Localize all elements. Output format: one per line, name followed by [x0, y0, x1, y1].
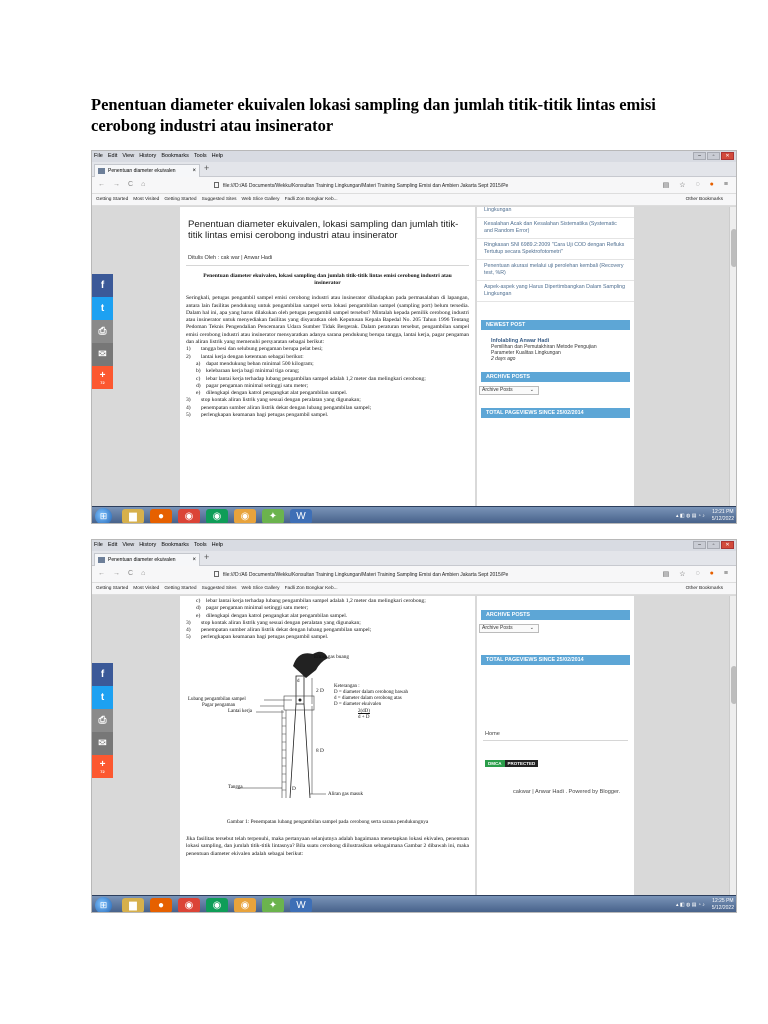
label-pagar: Pagar pengaman — [202, 702, 236, 708]
bookmark-item[interactable]: Web Slice Gallery — [241, 197, 280, 202]
new-tab-icon[interactable]: + — [204, 163, 210, 173]
vertical-scrollbar[interactable] — [729, 207, 737, 506]
sublist-item: d) pagar pengaman minimal setinggi satu meter; — [196, 605, 309, 612]
sidebar-link[interactable]: Penentuan akurasi melalui uji perolehan kembali (Recovery test, %R) — [477, 260, 634, 281]
label-d: d — [297, 678, 300, 684]
other-bookmarks[interactable]: Other Bookmarks — [685, 586, 723, 591]
window-controls — [693, 152, 734, 160]
sidebar — [477, 596, 634, 895]
label-2ds: 2 D — [316, 687, 324, 694]
back-icon[interactable]: ← — [98, 570, 105, 577]
chimney-figure — [188, 648, 467, 813]
sidebar-link[interactable]: Ringkasan SNI 6989.2:2009 "Cara Uji COD dengan Refluks Tertutup secara Spektrofotometri" — [477, 239, 634, 260]
pageviews-heading: TOTAL PAGEVIEWS SINCE 25/02/2014 — [481, 408, 630, 418]
tab-bar — [92, 551, 736, 566]
tray-icons[interactable]: ▴ ◧ ◍ ▤ ◔ ♪ — [675, 901, 705, 908]
word-icon[interactable]: W — [290, 898, 312, 913]
list-item: 5) perlengkapan keamanan bagi petugas pengambil sampel. — [186, 634, 329, 641]
page-icon — [214, 182, 219, 188]
list-item: 2) lantai kerja dengan ketentuan sebagai berikut: — [186, 353, 304, 360]
list-item: 3) stop kontak aliran listrik yang sesuai dengan peralatan yang digunakan; — [186, 619, 361, 626]
tab-title: Penentuan diameter ekuivalen — [108, 557, 176, 563]
menu-view[interactable]: View — [122, 153, 135, 159]
share-count: 72 — [100, 379, 105, 385]
sidebar-link[interactable]: Aspek-aspek yang Harus Dipertimbangkan Dalam Sampling Lingkungan — [477, 281, 634, 302]
url-text: file:///D:/A6 Documents/Wekku/Konsultan Training Lingkungan/Materi Training Sampling Emisi dan Ambien Jakarta Sept 2015/Pe — [223, 183, 509, 189]
page-favicon-icon — [98, 557, 105, 563]
share-bar — [92, 663, 113, 778]
bookmarks-bar — [92, 583, 736, 595]
tab-title: Penentuan diameter ekuivalen — [108, 168, 176, 174]
app-icon[interactable]: ✦ — [262, 509, 284, 524]
email-share-icon[interactable]: ✉ — [92, 343, 113, 366]
pocket-icon[interactable]: ◌ — [695, 570, 700, 577]
taskbar — [92, 895, 737, 913]
bookmark-item[interactable]: Suggested Sites — [201, 586, 237, 591]
clock[interactable]: 12:21 PM 5/12/2022 — [711, 509, 734, 522]
bookmark-item[interactable]: Most Visited — [133, 197, 160, 202]
chrome-icon[interactable]: ◉ — [178, 898, 200, 913]
bookmark-item[interactable]: Web Slice Gallery — [241, 586, 280, 591]
menu-file[interactable]: File — [94, 542, 103, 548]
dmca-badge[interactable]: DMCA PROTECTED — [485, 760, 626, 767]
url-text: file:///D:/A6 Documents/Wekku/Konsultan Training Lingkungan/Materi Training Sampling Emisi dan Ambien Jakarta Sept 2015/Pe — [223, 572, 509, 578]
work-platform — [284, 696, 314, 710]
archive-select[interactable]: Archive Posts ⌄ — [479, 386, 539, 395]
newest-post-title[interactable]: Infolabling Anwar Hadi — [491, 338, 550, 344]
chevron-down-icon: ⌄ — [529, 625, 534, 631]
email-share-icon[interactable]: ✉ — [92, 732, 113, 755]
label-tangga: Tangga — [228, 784, 243, 790]
divider — [186, 265, 469, 266]
maximize-icon[interactable]: ▫ — [707, 152, 720, 160]
menu-help[interactable]: Help — [211, 542, 223, 548]
label-aliran: Aliran gas masuk — [328, 791, 363, 797]
newest-post-date: 2 days ago — [491, 356, 516, 362]
scrollbar-thumb[interactable] — [731, 666, 737, 704]
bookmark-item[interactable]: Suggested Sites — [201, 197, 237, 202]
menu-bookmarks[interactable]: Bookmarks — [161, 153, 189, 159]
label-lantai: Lantai kerja — [228, 708, 253, 714]
firefox-icon[interactable]: ● — [150, 898, 172, 913]
sublist-item: a) dapat mendukung beban minimal 500 kilogram; — [196, 360, 314, 367]
start-icon[interactable]: ⊞ — [95, 508, 112, 524]
newest-post-heading: NEWEST POST — [481, 320, 630, 330]
chrome-icon[interactable]: ◉ — [178, 509, 200, 524]
newest-post[interactable] — [477, 334, 634, 366]
sidebar-link[interactable]: Kesalahan Acak dan Kesalahan Sistematika (Systematic and Random Error) — [477, 218, 634, 239]
bookmark-item[interactable]: Getting Started — [164, 586, 197, 591]
more-share-icon[interactable]: + 72 — [92, 755, 113, 778]
back-icon[interactable]: ← — [98, 181, 105, 188]
article-paragraph: Seringkali, petugas pengambil sampel emisi cerobong industri atau insinerator dihadapkan pada permasalahan di lapangan, antara lain fasilitas pendukung untuk pengambilan sampel serta lokasi pengambilan sampel (sampling port) belum tersedia. Dalam hal ini, apa yang harus dilakukan oleh petugas pengambil sampel tersebut? Mintalah kepada pemilik cerobong industri atau insinerator untuk menyediakan fasilitas yang disyaratkan oleh Keputusan Kepala Bapedal No. 205 Tahun 1996 Tentang Pedoman Teknis Pengendalian Pencemaran Udara Sumber Tidak Bergerak. Dalam peraturan tersebut, pengambilan sampel emisi cerobong industri atau insinerator mensyaratkan adanya sarana pendukung berupa tangga, lantai kerja, pagar pengaman dan aliran listrik yang memenuhi persyaratan sebagai berikut: — [186, 295, 469, 346]
star-icon[interactable]: ☆ — [679, 571, 686, 578]
chrome-active-icon[interactable]: ◉ — [234, 898, 256, 913]
taskbar — [92, 506, 737, 524]
reload-icon[interactable]: C — [128, 181, 134, 188]
system-tray — [676, 898, 734, 911]
menu-view[interactable]: View — [122, 542, 135, 548]
facebook-share-icon[interactable]: f — [92, 663, 113, 686]
sublist-item: b) kelebaraan kerja bagi minimal tiga orang; — [196, 368, 300, 375]
tray-icons[interactable]: ▴ ◧ ◍ ▤ ◔ ♪ — [675, 512, 705, 519]
word-icon[interactable]: W — [290, 509, 312, 524]
maximize-icon[interactable]: ▫ — [707, 541, 720, 549]
label-lubang: Lubang pengambilan sampel — [188, 696, 246, 702]
article-paragraph: Jika fasilitas tersebut telah terpenuhi, maka pertanyaan selanjutnya adalah bagaimana menetapkan lokasi ekivalen, penentuan lokasi sampling, dan jumlah titik-titik lintasnya? Bila suatu cerobong diilustrasikan sebagaimana Gambar 2 dibawah ini, maka penentuan diameter ekivalen adalah sebagai berikut: — [186, 836, 469, 857]
nav-bar — [92, 177, 736, 194]
label-emisi: Emisi gas buang — [314, 653, 350, 660]
list-item: 3) stop kontak aliran listrik yang sesuai dengan peralatan yang digunakan; — [186, 397, 361, 404]
bookmarks-bar — [92, 194, 736, 206]
chrome-icon[interactable]: ◉ — [206, 509, 228, 524]
article-byline: Ditulis Oleh : cak war | Anwar Hadi — [188, 255, 273, 261]
sidebar-link[interactable]: Lingkungan — [477, 207, 634, 218]
tab-close-icon[interactable]: × — [192, 557, 196, 563]
forward-icon[interactable]: → — [113, 181, 120, 188]
sublist-item: d) pagar pengaman minimal setinggi satu meter; — [196, 382, 309, 389]
menu-edit[interactable]: Edit — [107, 153, 118, 159]
page-icon — [214, 571, 219, 577]
start-icon[interactable]: ⊞ — [95, 897, 112, 913]
tab-close-icon[interactable]: × — [192, 168, 196, 174]
article-heading: Penentuan diameter ekuivalen, lokasi sampling dan jumlah titik-titik lintas emisi cerobong industri atau insinerator — [203, 273, 452, 287]
browser-tab[interactable] — [94, 164, 200, 177]
star-icon[interactable]: ☆ — [679, 182, 686, 189]
vertical-scrollbar[interactable] — [729, 596, 737, 895]
sidebar — [477, 207, 634, 506]
app-icon[interactable]: ✦ — [262, 898, 284, 913]
bookmark-item[interactable]: Fadli Zon Bongkar Keb... — [284, 197, 338, 202]
reload-icon[interactable]: C — [128, 570, 134, 577]
share-count: 72 — [100, 768, 105, 774]
chrome-icon[interactable]: ◉ — [206, 898, 228, 913]
menu-tools[interactable]: Tools — [193, 542, 207, 548]
sublist-item: e) dilengkapi dengan katrol pengangkat alat pengambilan sampel. — [196, 390, 348, 397]
newest-post-desc: Pemilihan dan Pemutakhiran Metode Pengujian Parameter Kualitas Lingkungan — [491, 344, 597, 356]
hamburger-menu-icon[interactable]: ≡ — [723, 570, 728, 577]
sublist-item: c) lebar lantai kerja terhadap lubang pengambilan sampel adalah 1,2 meter dan melingkari cerobong; — [196, 598, 426, 604]
bookmark-item[interactable]: Getting Started — [96, 197, 129, 202]
twitter-share-icon[interactable]: t — [92, 686, 113, 709]
list-item: 4) penempatan sumber aliran listrik dekat dengan lubang pengambilan sampel; — [186, 627, 372, 634]
menu-edit[interactable]: Edit — [107, 542, 118, 548]
article-title: Penentuan diameter ekuivalen, lokasi sampling dan jumlah titik-titik lintas emisi cerobong industri atau insinerator — [188, 219, 459, 241]
lower-chimney — [290, 704, 310, 798]
home-icon[interactable]: ⌂ — [141, 570, 146, 577]
figure-caption: Gambar 1: Penempatan lubang pengambilan sampel pada cerobong serta sarana pendukungnya — [226, 818, 429, 825]
pageviews-heading: TOTAL PAGEVIEWS SINCE 25/02/2014 — [481, 655, 630, 665]
window-controls — [693, 541, 734, 549]
browser-tab[interactable] — [94, 553, 200, 566]
menu-help[interactable]: Help — [211, 153, 223, 159]
bookmark-item[interactable]: Getting Started — [96, 586, 129, 591]
ladder-rungs — [282, 718, 286, 790]
reader-icon[interactable]: ▤ — [662, 571, 670, 578]
bookmark-item[interactable]: Fadli Zon Bongkar Keb... — [284, 586, 338, 591]
firefox-icon[interactable]: ● — [150, 509, 172, 524]
screenshot-2 — [91, 539, 737, 913]
label-big-d: D — [292, 785, 296, 792]
page-favicon-icon — [98, 168, 105, 174]
file-explorer-icon[interactable]: ▆ — [122, 898, 144, 913]
close-icon[interactable]: ✕ — [721, 541, 734, 549]
close-icon[interactable]: ✕ — [721, 152, 734, 160]
firefox-account-icon[interactable]: ● — [709, 181, 714, 188]
address-bar[interactable] — [214, 181, 626, 191]
list-item: 4) penempatan sumber aliran listrik dekat dengan lubang pengambilan sampel; — [186, 404, 372, 411]
print-share-icon[interactable]: ⎙ — [92, 709, 113, 732]
chrome-active-icon[interactable]: ◉ — [234, 509, 256, 524]
page-viewport — [92, 207, 737, 506]
bookmark-item[interactable]: Most Visited — [133, 586, 160, 591]
pocket-icon[interactable]: ◌ — [695, 181, 700, 188]
forward-icon[interactable]: → — [113, 570, 120, 577]
other-bookmarks[interactable]: Other Bookmarks — [685, 197, 723, 202]
divider — [483, 740, 628, 741]
archive-heading: ARCHIVE POSTS — [481, 610, 630, 620]
firefox-account-icon[interactable]: ● — [709, 570, 714, 577]
label-8ds: 8 D — [316, 747, 324, 754]
list-item: 1) tangga besi dan selubung pengaman berupa pelat besi; — [186, 346, 323, 353]
hamburger-menu-icon[interactable]: ≡ — [723, 181, 728, 188]
page-viewport — [92, 596, 737, 895]
blog-footer: cakwar | Anwar Hadi . Powered by Blogger. — [513, 789, 621, 795]
share-bar — [92, 274, 113, 389]
twitter-share-icon[interactable]: t — [92, 297, 113, 320]
address-bar[interactable] — [214, 570, 626, 580]
menu-bar — [92, 151, 736, 162]
scrollbar-thumb[interactable] — [731, 229, 737, 267]
bookmark-item[interactable]: Getting Started — [164, 197, 197, 202]
print-share-icon[interactable]: ⎙ — [92, 320, 113, 343]
sublist-item: c) lebar lantai kerja terhadap lubang pengambilan sampel adalah 1,2 meter dan melingkari cerobong; — [196, 375, 426, 382]
screenshot-1 — [91, 150, 737, 524]
archive-select[interactable]: Archive Posts ⌄ — [479, 624, 539, 633]
tab-bar — [92, 162, 736, 177]
menu-history[interactable]: History — [139, 542, 157, 548]
menu-tools[interactable]: Tools — [193, 153, 207, 159]
chevron-down-icon: ⌄ — [529, 387, 534, 393]
new-tab-icon[interactable]: + — [204, 552, 210, 562]
facebook-share-icon[interactable]: f — [92, 274, 113, 297]
sampling-port — [299, 698, 302, 701]
list-item: 5) perlengkapan keamanan bagi petugas pengambil sampel. — [186, 412, 329, 419]
system-tray — [676, 509, 734, 522]
menu-bookmarks[interactable]: Bookmarks — [161, 542, 189, 548]
legend-box: Keterangan : D = diameter dalam cerobong bawah d = diameter dalam cerobong atas D = diameter ekuivalen 2(dD) d + D — [334, 683, 409, 720]
file-explorer-icon[interactable]: ▆ — [122, 509, 144, 524]
article-column — [180, 207, 475, 506]
sublist-item: e) dilengkapi dengan katrol pengangkat alat pengambilan sampel. — [196, 612, 348, 619]
minimize-icon[interactable]: – — [693, 541, 706, 549]
nav-bar — [92, 566, 736, 583]
minimize-icon[interactable]: – — [693, 152, 706, 160]
menu-bar — [92, 540, 736, 551]
menu-file[interactable]: File — [94, 153, 103, 159]
reader-icon[interactable]: ▤ — [662, 182, 670, 189]
more-share-icon[interactable]: + 72 — [92, 366, 113, 389]
home-icon[interactable]: ⌂ — [141, 181, 146, 188]
menu-history[interactable]: History — [139, 153, 157, 159]
archive-heading: ARCHIVE POSTS — [481, 372, 630, 382]
home-link[interactable]: Home — [485, 731, 500, 737]
clock[interactable]: 12:25 PM 5/12/2022 — [711, 898, 734, 911]
document-title: Penentuan diameter ekuivalen lokasi sampling dan jumlah titik-titik lintas emisi cerobong industri atau insinerator — [91, 95, 656, 135]
article-column — [180, 596, 475, 895]
